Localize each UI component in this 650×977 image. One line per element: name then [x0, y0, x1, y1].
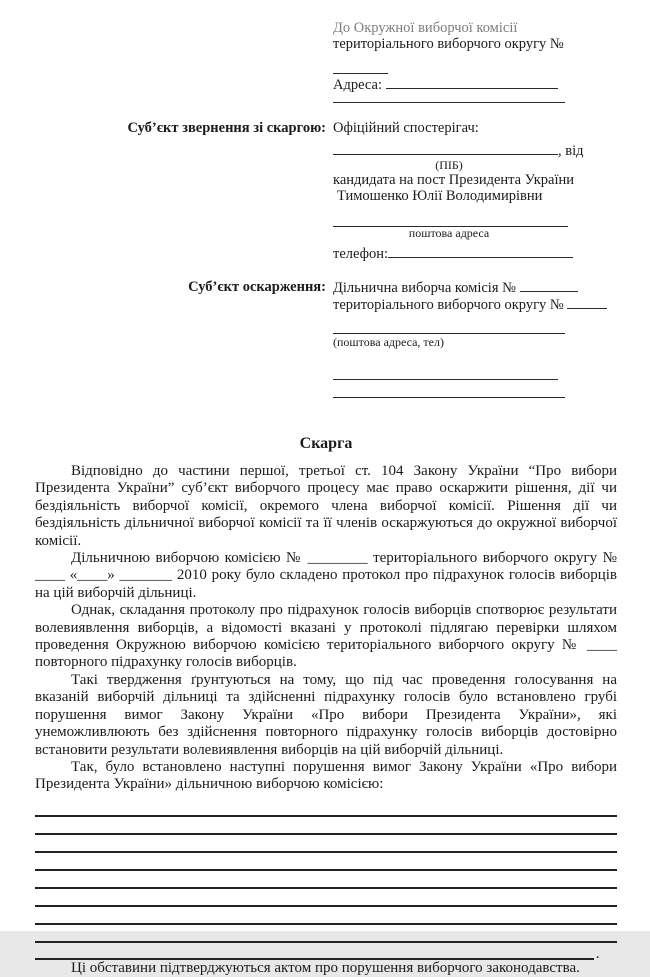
- respondent-blank-2: [333, 363, 558, 380]
- address-line: [333, 76, 617, 93]
- phone-line: [333, 245, 617, 262]
- observer-name-blank: [333, 142, 558, 155]
- respondent-blank-3: [333, 380, 565, 398]
- pib-caption: (ПІБ): [435, 158, 463, 172]
- blank-write-line: [35, 799, 617, 817]
- commission-number-blank: [520, 279, 578, 292]
- respondent-block: [35, 279, 617, 398]
- complainant-label: Суб’єкт звернення зі скаргою:: [127, 120, 326, 136]
- observer-name-line: [333, 142, 617, 159]
- end-period: .: [595, 945, 600, 962]
- candidate-line: кандидата на пост Президента України: [333, 172, 574, 188]
- paragraph-3: Однак, складання протоколу про підрахунок голосів виборців спотворює результати волевиявлення виборців, а відомості вказані у протоколі підлягаю перевірки шляхом проведення Окружною виборчою комісією територіального виборчого округу № ____ повторного підрахунку голосів виборців.: [35, 602, 617, 671]
- paragraph-4: Такі твердження ґрунтуються на тому, що під час проведення голосування на вказаній виборчій дільниці та здійсненні підрахунку голосів було встановлено грубі порушення вимог Закону України «Про вибори Президента України», які унеможливлюють без здійснення повторного підрахунку голосів виборців достовірно встановити результати волевиявлення виборців на цій виборчій дільниці.: [35, 671, 617, 758]
- respondent-label: Суб’єкт оскарження:: [188, 279, 326, 295]
- blank-write-line: [35, 943, 617, 960]
- closing-sentence: Ці обставини підтверджуються актом про порушення виборчого законодавства.: [71, 959, 580, 976]
- addressee-line2: територіального виборчого округу №: [333, 36, 564, 52]
- respondent-address-blank: [333, 319, 565, 334]
- addressee-block: [35, 20, 617, 103]
- phone-blank: [388, 245, 573, 258]
- observer-name-suffix: , від: [558, 143, 584, 159]
- blank-write-line-stroke: [35, 941, 594, 960]
- blank-write-line: [35, 817, 617, 835]
- violations-write-in-area: [35, 799, 617, 960]
- address-blank-2: [333, 94, 565, 103]
- candidate-name: Тимошенко Юлії Володимирівни: [337, 188, 543, 204]
- document-body: [35, 463, 617, 977]
- blank-write-line: [35, 907, 617, 925]
- postal-address-block: [333, 218, 617, 240]
- blank-write-line: [35, 835, 617, 853]
- district-text: територіального виборчого округу №: [333, 297, 564, 313]
- okrug-number-blank: [333, 61, 388, 74]
- address-label: Адреса:: [333, 77, 382, 93]
- address-blank: [386, 76, 558, 89]
- paragraph-5: Так, було встановлено наступні порушення вимог Закону України «Про вибори Президента України» дільничною виборчою комісією:: [35, 758, 617, 793]
- document-title: Скарга: [299, 435, 353, 452]
- phone-label: телефон:: [333, 246, 389, 262]
- blank-write-line: [35, 871, 617, 889]
- addressee-line1: До Окружної виборчої комісії: [333, 20, 518, 36]
- addressee-label-spacer: [35, 20, 329, 103]
- complainant-block: [35, 120, 617, 262]
- commission-text: Дільнична виборча комісія №: [333, 280, 516, 296]
- commission-line: [333, 279, 617, 296]
- district-number-blank: [567, 296, 607, 309]
- blank-write-line: [35, 853, 617, 871]
- postal-caption: поштова адреса: [408, 226, 490, 240]
- respondent-caption: (поштова адреса, тел): [333, 335, 444, 349]
- paragraph-2: Дільничною виборчою комісією № ________ територіального виборчого округу № ____ «____» _______ 2010 року було складено протокол про підрахунок голосів виборців на цій виборчій дільниці.: [35, 550, 617, 601]
- observer-line: Офіційний спостерігач:: [333, 120, 479, 136]
- district-line: [333, 296, 617, 313]
- blank-write-line: [35, 889, 617, 907]
- paragraph-1: Відповідно до частини першої, третьої ст. 104 Закону України “Про вибори Президента України” суб’єкт виборчого процесу має право оскаржити рішення, дії чи бездіяльність виборчої комісії, окремого члена виборчої комісії. Рішення дії чи бездіяльність дільничної виборчої комісії та її членів оскаржуються до окружної виборчої комісії.: [35, 463, 617, 549]
